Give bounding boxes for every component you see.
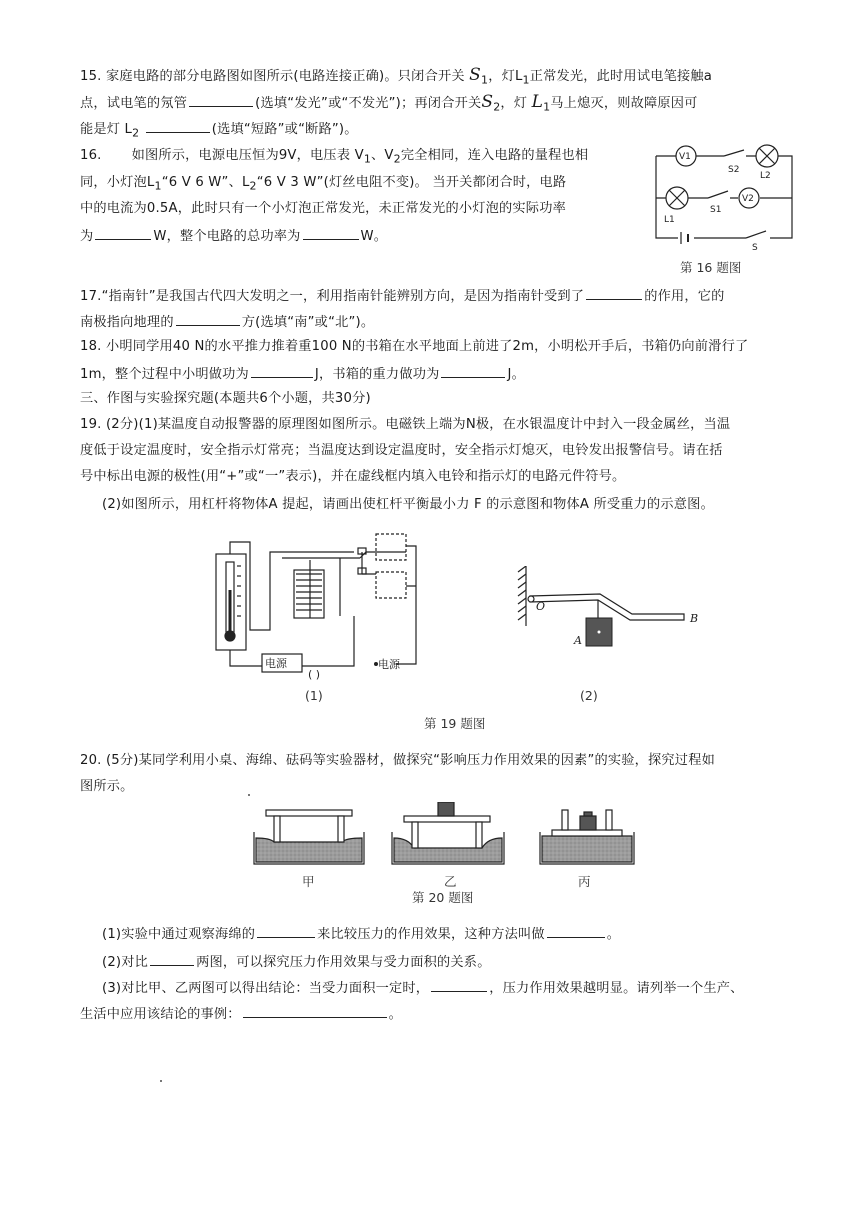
q16-label-l2: L2 — [760, 171, 771, 181]
q20-part-4: 生活中应用该结论的事例： 。 — [80, 1004, 402, 1024]
q16-label-s: S — [752, 243, 758, 253]
q19-sub-label-1: (1) — [305, 688, 323, 703]
q18-line-1: 18. 小明同学用40 N的水平推力推着重100 N的书箱在水平地面上前进了2m，小明松开手后，书箱仍向前滑行了 — [80, 339, 749, 354]
q19-line-2: 度低于设定温度时，安全指示灯常亮；当温度达到设定温度时，安全指示灯熄灭，电铃发出报警信号。请在括 — [80, 443, 723, 458]
q20-blank-3[interactable] — [150, 952, 194, 966]
figure-yi — [392, 802, 504, 864]
q17-line-1: 17.“指南针”是我国古代四大发明之一，利用指南针能辨别方向，是因为指南针受到了 的作用，它的 — [80, 286, 725, 306]
q16-line-4: 为 W，整个电路的总功率为 W。 — [80, 226, 387, 246]
q15-blank-1[interactable] — [189, 93, 253, 107]
q20-part-2: (2)对比 两图，可以探究压力作用效果与受力面积的关系。 — [102, 952, 491, 972]
q16-line-1: 16. 如图所示，电源电压恒为9V，电压表 $V_1$、$V_2$完全相同，连入电路的量程也相 — [80, 148, 589, 166]
q16-label-s1: S1 — [710, 205, 722, 215]
q16-figure-caption: 第 16 题图 — [680, 260, 742, 275]
q20-label-yi: 乙 — [444, 874, 457, 889]
q18-blank-2[interactable] — [441, 364, 505, 378]
stray-dot-bottom — [160, 1080, 162, 1082]
q19-lever-figure — [512, 566, 712, 666]
q19-line-4: (2)如图所示，用杠杆将物体A 提起，请画出使杠杆平衡最小力 F 的示意图和物体A 所受重力的示意图。 — [102, 497, 714, 512]
q16-label-s2: S2 — [728, 165, 740, 175]
q19-figure-caption: 第 19 题图 — [424, 716, 486, 731]
q20-experiment-figure — [250, 802, 640, 872]
q20-part-3: (3)对比甲、乙两图可以得出结论：当受力面积一定时， ，压力作用效果越明显。请列举一个生产、 — [102, 978, 744, 998]
q20-label-jia: 甲 — [302, 874, 315, 889]
q17-blank-2[interactable] — [176, 312, 240, 326]
q17-line-2: 南极指向地理的 方(选填“南”或“北”)。 — [80, 312, 374, 332]
q19-alarm-circuit-figure — [210, 530, 440, 680]
figure-bing — [540, 810, 634, 864]
q20-figure-caption: 第 20 题图 — [412, 890, 474, 905]
q20-blank-5[interactable] — [243, 1004, 387, 1018]
q16-blank-2[interactable] — [303, 226, 359, 240]
q16-label-l1: L1 — [664, 215, 675, 225]
q20-blank-1[interactable] — [257, 924, 315, 938]
q20-line-1: 20. (5分)某同学利用小桌、海绵、砝码等实验器材，做探究“影响压力作用效果的因素”的实验，探究过程如 — [80, 753, 715, 768]
q18-line-2: 1m，整个过程中小明做功为 J，书箱的重力做功为 J。 — [80, 364, 525, 384]
q19-line-3: 号中标出电源的极性(用“+”或“一”表示)，并在虚线框内填入电铃和指示灯的电路元件符号。 — [80, 469, 626, 484]
q19-line-1: 19. (2分)(1)某温度自动报警器的原理图如图所示。电磁铁上端为N极，在水银温度计中封入一段金属丝，当温 — [80, 417, 731, 432]
q16-circuit-figure — [648, 142, 798, 254]
q19-sub-label-2: (2) — [580, 688, 598, 703]
q19-power-box-label: 电源 — [265, 657, 287, 670]
q19-label-a: A — [574, 634, 582, 647]
q20-blank-4[interactable] — [431, 978, 487, 992]
q19-label-b: B — [690, 612, 699, 625]
q20-blank-2[interactable] — [547, 924, 605, 938]
q15-blank-2[interactable] — [146, 119, 210, 133]
q17-blank-1[interactable] — [586, 286, 642, 300]
q15-line-3: 能是灯 $L_2$ (选填“短路”或“断路”)。 — [80, 119, 358, 143]
q20-part-1: (1)实验中通过观察海绵的 来比较压力的作用效果，这种方法叫做 。 — [102, 924, 620, 944]
q18-blank-1[interactable] — [251, 364, 313, 378]
q15-line-2: 点，试电笔的氖管 (选填“发光”或“不发光”)；再闭合开关$S_2$，灯 $L_1$马上熄灭，则故障原因可 — [80, 92, 698, 114]
section-3-heading: 三、作图与实验探究题(本题共6个小题，共30分) — [80, 391, 371, 406]
q20-label-bing: 丙 — [578, 874, 591, 889]
stray-dot — [248, 794, 250, 796]
q16-line-3: 中的电流为0.5A，此时只有一个小灯泡正常发光，未正常发光的小灯泡的实际功率 — [80, 201, 566, 216]
q15-line-1: 15. 家庭电路的部分电路图如图所示(电路连接正确)。只闭合开关 $S_1$，灯$L_1$正常发光，此时用试电笔接触a — [80, 65, 713, 87]
figure-jia — [254, 810, 364, 864]
q19-polarity-paren: ( ) — [308, 668, 321, 680]
q19-power-right-label: 电源 — [378, 658, 400, 671]
q16-label-v1: V1 — [679, 152, 691, 162]
q16-line-2: 同，小灯泡$L_1“6$ V 6 W”、$L_2“6$ V 3 W”(灯丝电阻不变)。 当开关都闭合时，电路 — [80, 175, 567, 193]
q16-blank-1[interactable] — [95, 226, 151, 240]
q19-label-o: O — [536, 600, 546, 613]
q20-line-2: 图所示。 — [80, 779, 134, 794]
q16-label-v2: V2 — [742, 194, 754, 204]
